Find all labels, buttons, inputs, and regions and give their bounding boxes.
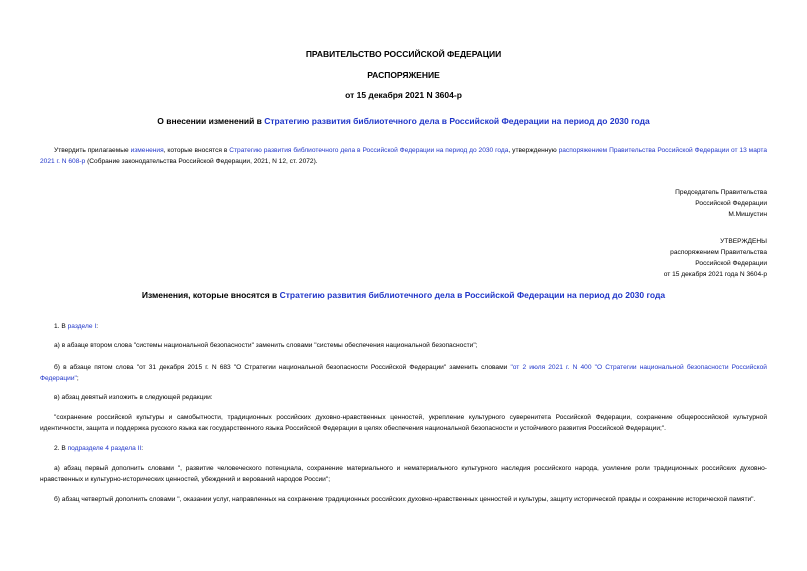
changes-heading bbox=[40, 290, 767, 300]
changes-heading-prefix: Изменения, которые вносятся в bbox=[141, 290, 280, 300]
item-2 bbox=[40, 443, 767, 454]
document-date: от 15 декабря 2021 N 3604-р bbox=[345, 90, 462, 100]
strategy-link-intro[interactable]: Стратегию развития библиотечного дела в Российской Федерации на период до 2030 года bbox=[229, 147, 509, 154]
strategy-link-changes[interactable]: Стратегию развития библиотечного дела в Российской Федерации на период до 2030 года bbox=[279, 290, 666, 300]
signature-country: Российской Федерации bbox=[695, 200, 767, 207]
approval-block bbox=[664, 236, 767, 280]
intro-text-3: , утвержденную bbox=[508, 147, 559, 154]
item-2-suffix: : bbox=[141, 445, 144, 452]
heading-prefix: О внесении изменений в bbox=[157, 116, 265, 126]
signature-name: М.Мишустин bbox=[728, 211, 767, 218]
strategy-link[interactable]: Стратегию развития библиотечного дела в Российской Федерации на период до 2030 года bbox=[264, 116, 650, 126]
item-1c: в) абзац девятый изложить в следующей редакции: bbox=[54, 394, 213, 401]
item-1a: а) в абзаце втором слова "системы национальной безопасности" заменить словами "системы обеспечения национальной безопасности"; bbox=[54, 342, 478, 349]
approval-date: от 15 декабря 2021 года N 3604-р bbox=[663, 271, 767, 278]
decree-400-link[interactable]: "от 2 июля 2021 г. N 400 "О Стратегии национальной безопасности Российской Федерации" bbox=[40, 364, 767, 382]
item-2b: б) абзац четвертый дополнить словами ", оказании услуг, направленных на сохранение традиционных российских духовно-нравственных ценностей и культуры, защиту исторической правды и сохранение исторической памяти". bbox=[54, 496, 756, 503]
signature-block bbox=[675, 187, 767, 220]
document-type: РАСПОРЯЖЕНИЕ bbox=[367, 70, 440, 80]
approval-line-2: распоряжением Правительства bbox=[670, 249, 767, 256]
signature-position: Председатель Правительства bbox=[675, 189, 767, 196]
item-1b-end: ; bbox=[76, 375, 79, 382]
intro-text-4: (Собрание законодательства Российской Федерации, 2021, N 12, ст. 2072). bbox=[85, 158, 318, 165]
changes-link[interactable]: изменения bbox=[130, 147, 164, 154]
item-1b-text: б) в абзаце пятом слова "от 31 декабря 2015 г. N 683 "О Стратегии национальной безопасности Российской Федерации" заменить словами bbox=[54, 364, 511, 371]
approval-line-3: Российской Федерации bbox=[695, 260, 767, 267]
decree-608-link[interactable]: распоряжением Правительства Российской Федерации от 13 марта 2021 г. N 608-р bbox=[40, 147, 767, 165]
item-1-suffix: : bbox=[96, 323, 99, 330]
item-1-prefix: 1. В bbox=[54, 323, 68, 330]
government-title: ПРАВИТЕЛЬСТВО РОССИЙСКОЙ ФЕДЕРАЦИИ bbox=[305, 49, 502, 59]
document-heading bbox=[40, 116, 767, 126]
intro-text-2: , которые вносятся в bbox=[163, 147, 230, 154]
intro-paragraph bbox=[40, 145, 767, 167]
approval-title: УТВЕРЖДЕНЫ bbox=[720, 238, 767, 245]
intro-text-1: Утвердить прилагаемые bbox=[54, 147, 131, 154]
quote-paragraph: "сохранение российской культуры и самобытности, традиционных российских духовно-нравственных ценностей, укрепление культурного суверенитета Российской Федерации, сохранение общероссийской культурной идентичности, защита и поддержка русского языка как государственного языка Российской Федерации в целях обеспечения национальной безопасности и устойчивого развития Российской Федерации;". bbox=[40, 414, 767, 432]
item-1 bbox=[40, 321, 767, 332]
subsection-4-link[interactable]: подразделе 4 раздела II bbox=[67, 445, 142, 452]
section-1-link[interactable]: разделе I bbox=[67, 323, 97, 330]
item-2a: а) абзац первый дополнить словами ", развитие человеческого потенциала, сохранение материального и нематериального культурного наследия российского народа, усиление роли традиционных российских духовно-нравственных и культурно-исторических ценностей, убеждений и верований народов России"; bbox=[40, 465, 767, 483]
item-1b bbox=[40, 362, 767, 384]
item-2-prefix: 2. В bbox=[54, 445, 68, 452]
